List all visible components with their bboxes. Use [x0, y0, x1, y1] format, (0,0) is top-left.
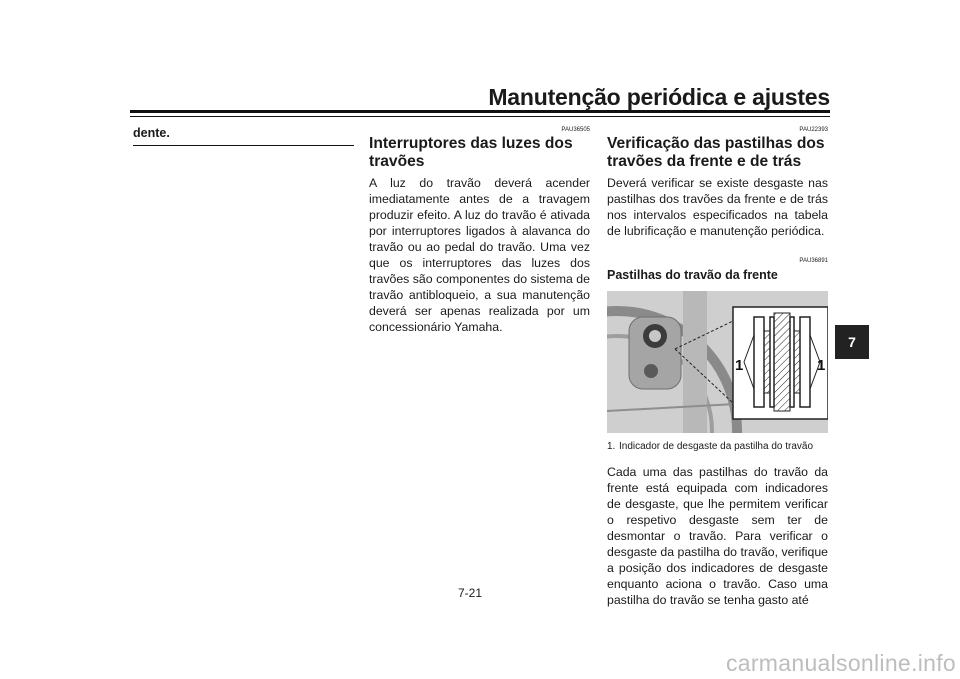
- header-rule: [130, 110, 830, 113]
- chapter-tab: 7: [835, 325, 869, 359]
- section-code: PAU36505: [561, 127, 590, 133]
- section-heading-brake-light-switches: Interruptores das luzes dos travões: [369, 135, 573, 170]
- caption-text: Indicador de desgaste da pastilha do travão: [619, 441, 814, 452]
- figure-label-left: 1: [735, 357, 744, 374]
- subsection-heading-front-brake-pads: Pastilhas do travão da frente: [607, 268, 778, 282]
- continued-text: dente.: [133, 126, 170, 140]
- section-heading-brake-pads: Verificação das pastilhas dos travões da frente e de trás: [607, 135, 825, 170]
- figure-caption: [607, 441, 828, 453]
- watermark: carmanualsonline.info: [725, 650, 956, 676]
- section-code: PAU22393: [799, 127, 828, 133]
- page-title: Manutenção periódica e ajustes: [488, 84, 830, 110]
- column-left: [133, 122, 354, 146]
- column-right: [607, 122, 828, 608]
- column-middle: [369, 122, 590, 335]
- page-number: 7-21: [457, 586, 483, 600]
- body-paragraph: Cada uma das pastilhas do travão da frente está equipada com indicadores de desgaste, que lhe permitem verificar o respetivo desgaste sem ter de desmontar o travão. Para verificar o desgaste da pastilha do travão, verifique a posição dos indicadores de desgaste enquanto aciona o travão. Caso uma pastilha do travão se tenha gasto até: [607, 465, 828, 607]
- section-code: PAU36891: [799, 258, 828, 264]
- body-paragraph: A luz do travão deverá acender imediatamente antes de a travagem produzir efeito. A luz do travão é ativada por interruptores ligados à alavanca do travão ou ao pedal do travão. Uma vez que os interruptores das luzes dos travões são componentes do sistema de travão antibloqueio, a sua manutenção deverá ser apenas realizada por um concessionário Yamaha.: [369, 176, 590, 334]
- figure-label-right: 1: [817, 357, 826, 374]
- caption-number: 1.: [607, 441, 616, 452]
- brake-caliper-illustration: [607, 291, 828, 433]
- intro-paragraph: Deverá verificar se existe desgaste nas pastilhas dos travões da frente e de trás nos intervalos especificados na tabela de lubrificação e manutenção periódica.: [607, 176, 828, 238]
- brake-pad-figure: [607, 291, 828, 433]
- column-rule: [133, 145, 354, 146]
- header-rule-thin: [130, 116, 830, 117]
